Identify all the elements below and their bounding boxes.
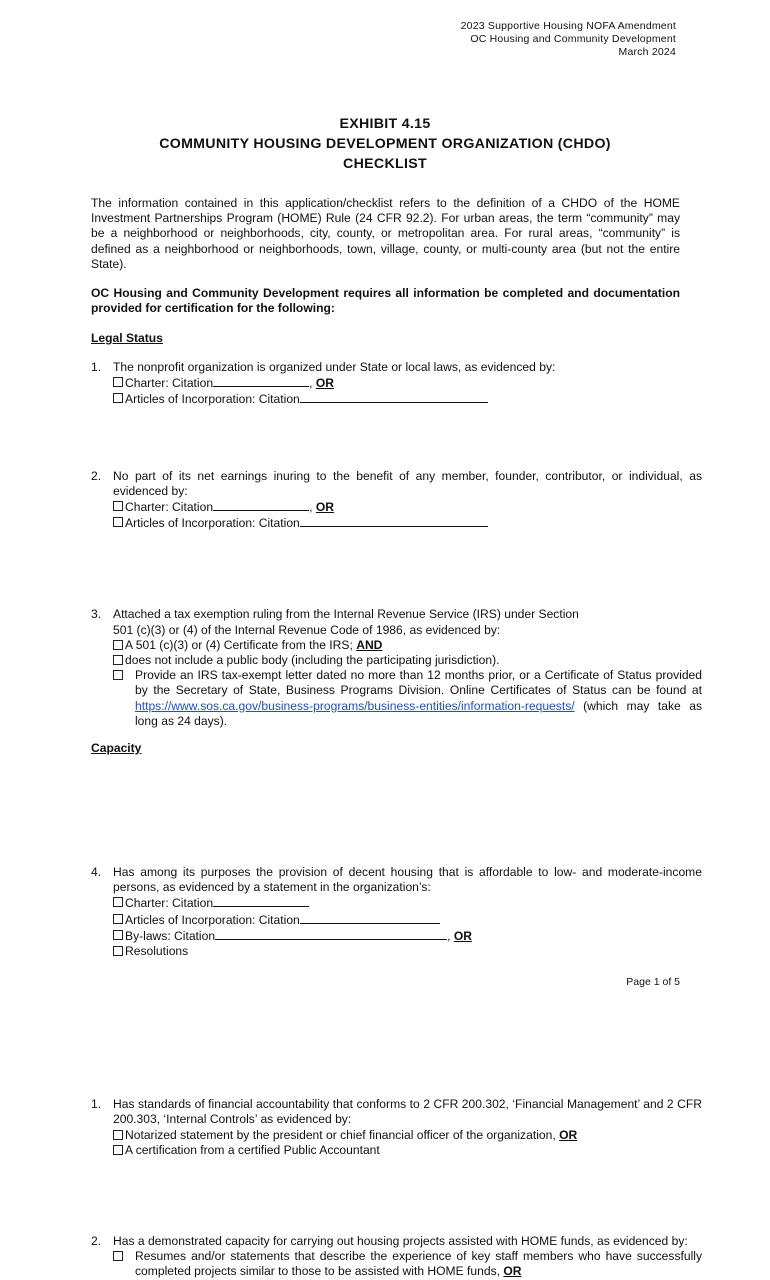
legal-item-1 [91,360,702,408]
option-charter: Charter: Citation , OR [113,375,702,391]
legal-item-2 [91,469,702,532]
checkbox[interactable] [113,914,123,924]
item-text: The nonprofit organization is organized under State or local laws, as evidenced by: [113,360,556,374]
capacity-item-2 [91,1234,702,1280]
item-text-line-1: Attached a tax exemption ruling from the Internal Revenue Service (IRS) under Section [113,607,579,622]
checkbox[interactable] [113,930,123,940]
option-public-body: does not include a public body (including the participating jurisdiction). [113,653,702,668]
legal-item-3 [91,607,702,729]
checkbox[interactable] [113,670,123,680]
sos-link[interactable]: https://www.sos.ca.gov/business-programs/business-entities/information-requests/ [135,698,575,713]
item-number: 1. [91,360,102,374]
citation-blank[interactable] [300,912,440,924]
option-resumes: Resumes and/or statements that describe the experience of key staff members who have successfully completed projects similar to those to be assisted with HOME funds, OR [113,1249,702,1279]
capacity-heading: Capacity [91,741,142,755]
checkbox[interactable] [113,501,123,511]
checkbox[interactable] [113,517,123,527]
header-line-2: OC Housing and Community Development [470,33,676,45]
legal-status-heading: Legal Status [91,331,163,345]
option-articles: Articles of Incorporation: Citation [113,515,702,531]
checkbox[interactable] [113,946,123,956]
exhibit-title [90,114,680,174]
item-number: 2. [91,1234,102,1249]
title-line-3: CHECKLIST [343,156,427,172]
option-notarized-statement: Notarized statement by the president or chief financial officer of the organization, OR [113,1128,702,1143]
option-cpa-certification: A certification from a certified Public Accountant [113,1143,702,1158]
citation-blank[interactable] [215,928,447,940]
header-line-1: 2023 Supportive Housing NOFA Amendment [460,20,676,32]
option-tax-exempt-letter: Provide an IRS tax-exempt letter dated no more than 12 months prior, or a Certificate of Status provided by the Secretary of State, Business Programs Division. Online Certificates of Status can be found at https://www.sos.ca.gov/business-programs/business-entities/information-requests/ (which may take as long as 24 days). [113,668,702,729]
item-text: No part of its net earnings inuring to the benefit of any member, founder, contributor, or individual, as evidenced by: [113,468,702,498]
checkbox[interactable] [113,393,123,403]
checkbox[interactable] [113,377,123,387]
header-line-3: March 2024 [618,46,676,58]
legal-item-4 [91,865,702,959]
item-text: Has a demonstrated capacity for carrying out housing projects assisted with HOME funds, as evidenced by: [113,1234,688,1249]
option-articles: Articles of Incorporation: Citation [113,391,702,407]
requirement-paragraph: OC Housing and Community Development requires all information be completed and documentation provided for certification for the following: [91,286,680,316]
checkbox[interactable] [113,1251,123,1261]
option-bylaws: By-laws: Citation , OR [113,928,702,944]
checkbox[interactable] [113,640,123,650]
checkbox[interactable] [113,1145,123,1155]
option-charter: Charter: Citation [113,895,702,911]
citation-blank[interactable] [213,499,309,511]
option-charter: Charter: Citation , OR [113,499,702,515]
item-number: 2. [91,468,102,483]
title-line-1: EXHIBIT 4.15 [339,116,431,132]
item-text-line-2: 501 (c)(3) or (4) of the Internal Revenue Code of 1986, as evidenced by: [113,622,501,637]
checkbox[interactable] [113,655,123,665]
page-number: Page 1 of 5 [626,976,680,988]
item-text: Has standards of financial accountability that conforms to 2 CFR 200.302, ‘Financial Management’ and 2 CFR 200.303, ‘Internal Controls’ as evidenced by: [113,1097,702,1127]
document-header [461,20,676,59]
checkbox[interactable] [113,897,123,907]
item-number: 1. [91,1097,102,1112]
citation-blank[interactable] [300,391,488,403]
capacity-item-1 [91,1097,702,1158]
option-irs-certificate: A 501 (c)(3) or (4) Certificate from the IRS; AND [113,638,702,653]
option-articles: Articles of Incorporation: Citation [113,912,702,928]
citation-blank[interactable] [213,895,309,907]
citation-blank[interactable] [213,375,309,387]
intro-paragraph: The information contained in this application/checklist refers to the definition of a CHDO of the HOME Investment Partnerships Program (HOME) Rule (24 CFR 92.2). For urban areas, the term “community” may be a neighborhood or neighborhoods, city, county, or metropolitan area. For rural areas, “community” is defined as a neighborhood or neighborhoods, town, village, county, or multi-county area (but not the entire State). [91,196,680,271]
title-line-2: COMMUNITY HOUSING DEVELOPMENT ORGANIZATION (CHDO) [159,136,611,152]
item-number: 4. [91,865,102,880]
option-resolutions: Resolutions [113,944,702,959]
item-number: 3. [91,607,102,622]
item-text: Has among its purposes the provision of decent housing that is affordable to low- and moderate-income persons, as evidenced by a statement in the organization’s: [113,865,702,895]
checkbox[interactable] [113,1130,123,1140]
citation-blank[interactable] [300,515,488,527]
